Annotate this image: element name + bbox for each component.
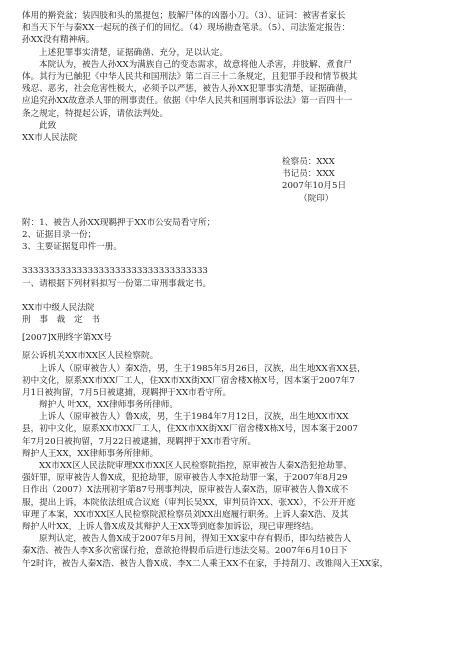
addressee-court: XX市人民法院 bbox=[22, 132, 78, 143]
parties-section bbox=[22, 350, 443, 460]
text-line: 孙XX没有精神病。 bbox=[22, 35, 95, 46]
prosecutor-signature: 检察员：XXX bbox=[282, 157, 335, 168]
text-line: 体用的擀瓷盆；装四肢和头的黑提包；肢解尸体的凶器小刀。（3）、证词：被害者家长 bbox=[22, 11, 346, 21]
text-line: 辩护人叶XX，上诉人鲁X成及其辩护人王XX等到庭参加诉讼，现已审理终结。 bbox=[22, 521, 319, 532]
signature-block bbox=[282, 156, 443, 205]
party-line: 初中文化，原系XX市XX厂工人，住XX市XX街XX厂宿舍楼X栋X号，因本案于2007年7 bbox=[22, 375, 355, 386]
party-line: 辩护人王XX，XX律师事务所律师。 bbox=[22, 448, 159, 459]
party-line: 年7月20日被拘留，7月22日被逮捕，现羁押于XX市看守所。 bbox=[22, 436, 257, 447]
closing-salutation: 此致 bbox=[39, 120, 57, 131]
text-line: 残忍、恶劣，社会危害性极大，必须予以严惩，被告人孙XX犯罪事实清楚，证据确凿， bbox=[22, 84, 353, 95]
party-line: 原公诉机关XX市XX区人民检察院。 bbox=[22, 351, 159, 362]
text-line: 和当天下午与秦XX一起玩的孩子们的回忆。（4）现场勘查笔录。（5）、司法鉴定报告： bbox=[22, 23, 351, 34]
findings-paragraph bbox=[22, 533, 443, 570]
issuing-court: XX市中级人民法院 bbox=[22, 302, 95, 313]
signature-date: 2007年10月5日 bbox=[282, 181, 347, 192]
party-line: 月1日被拘留，7月5日被逮捕，现羁押于XX市看守所。 bbox=[22, 387, 232, 398]
court-opinion-paragraph bbox=[22, 59, 443, 120]
party-line: 辩护人 叶XX，XX律师事务所律师。 bbox=[39, 400, 178, 411]
appendix-item: 3、主要证据复印件一册。 bbox=[22, 242, 122, 253]
text-line: 审理了本案，XX市XX区人民检察院派检察员刘XX出庭履行职务。上诉人秦X浩、及其 bbox=[22, 509, 349, 520]
appendix-item: 附：1、被告人孙XX现羁押于XX市公安局看守所； bbox=[22, 217, 216, 228]
court-seal-label: （院印） bbox=[299, 193, 334, 204]
party-line: 县，初中文化，原系XX市XX厂工人，住XX市XX街XX厂宿舍楼X栋X号，因本案于2007 bbox=[22, 424, 358, 435]
task-instruction: 一、请根据下列材料拟写一份第二审刑事裁定书。 bbox=[22, 278, 212, 289]
facts-conclusion-line: 上述犯罪事实清楚，证据确凿、充分，足以认定。 bbox=[39, 47, 229, 58]
clerk-signature: 书记员：XXX bbox=[282, 169, 335, 180]
appendix-item: 2、证据目录一份； bbox=[22, 230, 97, 240]
text-line: 日作出（2007）X法刑初字第87号刑事判决，原审被告人秦X浩，原审被告人鲁X成不 bbox=[22, 485, 349, 496]
text-line: 原判认定，被告人鲁X成于2007年5月间，得知王XX家中存有假币，即勾结被告人 bbox=[39, 534, 352, 545]
text-line: 条之规定，特提起公诉，请依法判处。 bbox=[22, 108, 169, 119]
separator-line: 3333333333333333333333333333333333 bbox=[22, 266, 208, 277]
text-line: 体。其行为已触犯《中华人民共和国刑法》第二百三十二条规定，且犯罪手段和情节极其 bbox=[22, 71, 358, 82]
text-line: 本院认为，被告人孙XX为满族自己的变态需求，故意将他人杀害，并肢解、煮食尸 bbox=[39, 59, 353, 70]
appendix-list bbox=[22, 217, 443, 254]
case-number: [2007]X刑终字第XX号 bbox=[22, 333, 112, 344]
text-line: 秦X浩、被告人李X多次密谋行抢，意欲抢得假币后进行违法交易。2007年6月10日下 bbox=[22, 546, 348, 557]
case-history-paragraph bbox=[22, 460, 443, 533]
text-line: 服，提出上诉，本院依法组成合议庭（审判长吴XX，审判员许XX、张XX），不公开开庭 bbox=[22, 497, 356, 508]
party-line: 上诉人（原审被告人）秦X浩，男，生于1985年5月26日，汉族，出生地XX省XX县， bbox=[39, 363, 366, 374]
party-line: 上诉人（原审被告人）鲁X成，男，生于1984年7月12日，汉族，出生地XX市XX bbox=[39, 412, 349, 423]
text-line: 午2时许，被告人秦X浩、被告人鲁X成、李X二人乘王XX不在家，手持刮刀、改锥闯入王XX家， bbox=[22, 558, 389, 569]
document-title: 刑 事 裁 定 书 bbox=[22, 314, 103, 325]
text-line: XX市XX区人民法院审理XX市XX区人民检察院指控，原审被告人秦X浩犯抢劫罪、 bbox=[39, 461, 352, 471]
text-line: 强奸罪，原审被告人鲁X成，犯抢劫罪，原审被告人李X抢劫罪一案，于2007年8月29 bbox=[22, 473, 348, 484]
indictment-evidence-paragraph bbox=[22, 10, 443, 47]
text-line: 应追究孙XX故意杀人罪的刑事责任。依据《中华人民共和国刑事诉讼法》第一百四十一 bbox=[22, 96, 353, 107]
